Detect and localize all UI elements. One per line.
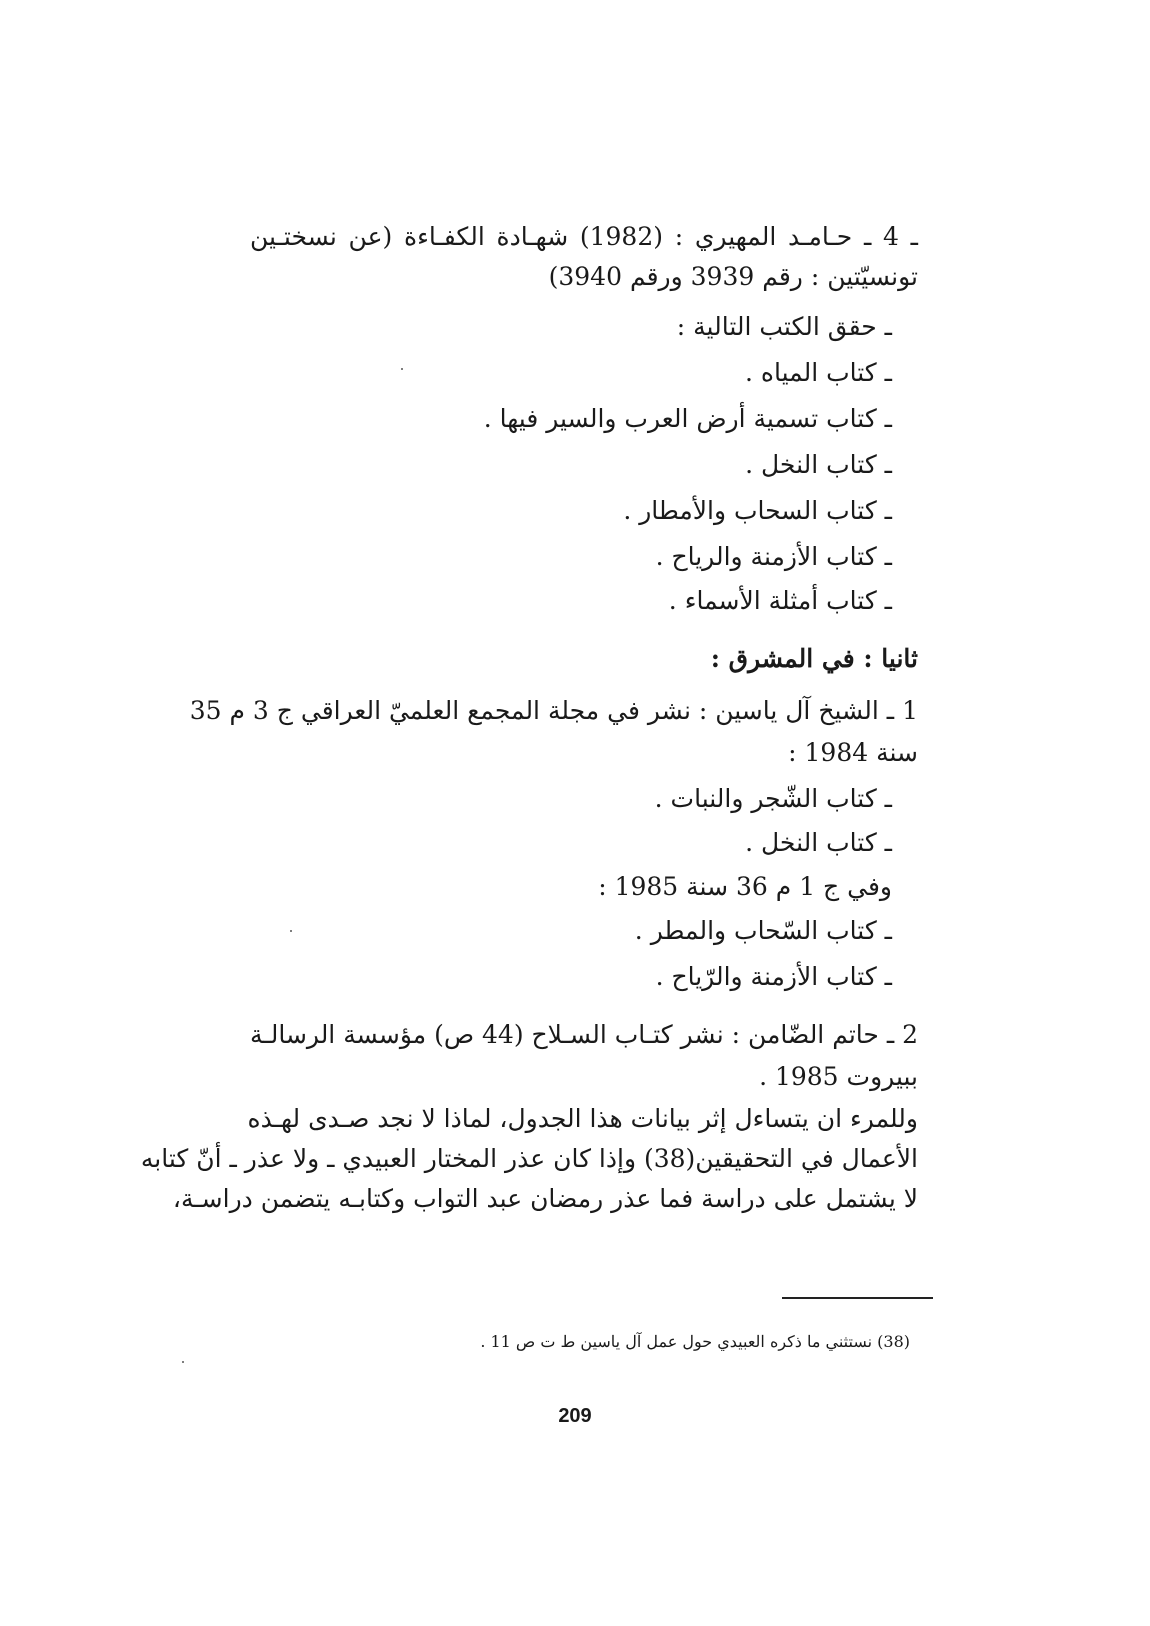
book-list-item: ـ كتاب السحاب والأمطار .	[623, 496, 892, 525]
scan-speck	[182, 1361, 184, 1363]
item-4-line-1: ـ 4 ـ حـامـد المهيري : (1982) شهـادة الكفـاءة (عن نسختـين	[250, 222, 918, 251]
book-list-item: ـ كتاب النخل .	[745, 450, 892, 479]
item-2-line-1: 2 ـ حاتم الضّامن : نشر كتـاب السـلاح (44 ص) مؤسسة الرسالـة	[249, 1020, 918, 1049]
book-list-item: ـ كتاب المياه .	[745, 358, 892, 387]
paragraph-line-3: لا يشتمل على دراسة فما عذر رمضان عبد التواب وكتابـه يتضمن دراسـة،	[172, 1184, 918, 1213]
scan-speck	[401, 368, 403, 370]
paragraph-line-1: وللمرء ان يتساءل إثر بيانات هذا الجدول، لماذا لا نجد صـدى لهـذه	[247, 1104, 918, 1133]
edited-books-heading: ـ حقق الكتب التالية :	[676, 312, 892, 341]
issue-line: وفي ج 1 م 36 سنة 1985 :	[598, 872, 892, 901]
item-1-line-1: 1 ـ الشيخ آل ياسين : نشر في مجلة المجمع العلميّ العراقي ج 3 م 35	[189, 696, 918, 725]
item-1-line-2: سنة 1984 :	[788, 738, 918, 767]
item-4-line-2: تونسيّتين : رقم 3939 ورقم 3940)	[548, 262, 918, 291]
book-list-item: ـ كتاب الأزمنة والرّياح .	[655, 962, 892, 991]
footnote-38: (38) نستثني ما ذكره العبيدي حول عمل آل ياسين ط ت ص 11 .	[480, 1332, 910, 1351]
page-number: 209	[558, 1405, 592, 1427]
book-list-item: ـ كتاب الأزمنة والرياح .	[655, 542, 892, 571]
paragraph-line-2: الأعمال في التحقيقين(38) وإذا كان عذر المختار العبيدي ـ ولا عذر ـ أنّ كتابه	[140, 1144, 918, 1173]
section-heading-mashriq: ثانيا : في المشرق :	[710, 644, 918, 673]
book-list-item: ـ كتاب أمثلة الأسماء .	[668, 586, 892, 615]
book-list-item: ـ كتاب الشّجر والنبات .	[654, 784, 892, 813]
book-list-item: ـ كتاب تسمية أرض العرب والسير فيها .	[483, 404, 892, 433]
scan-speck	[290, 930, 292, 932]
book-list-item: ـ كتاب النخل .	[745, 828, 892, 857]
book-list-item: ـ كتاب السّحاب والمطر .	[634, 916, 892, 945]
footnote-separator	[782, 1297, 933, 1299]
item-2-line-2: ببيروت 1985 .	[759, 1062, 918, 1091]
